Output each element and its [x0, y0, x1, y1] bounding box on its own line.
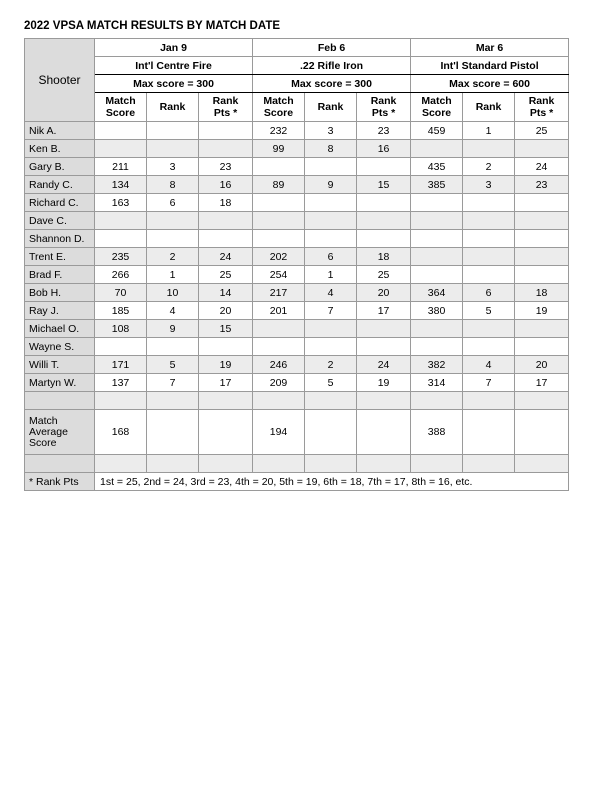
- match-max-score: Max score = 300: [253, 75, 411, 93]
- blank-cell: [357, 392, 411, 410]
- result-cell: [253, 194, 305, 212]
- result-cell: 23: [357, 122, 411, 140]
- shooter-name: Willi T.: [25, 356, 95, 374]
- shooter-name: Randy C.: [25, 176, 95, 194]
- result-cell: 6: [463, 284, 515, 302]
- table-row: [25, 176, 569, 194]
- result-cell: 235: [95, 248, 147, 266]
- result-cell: [463, 320, 515, 338]
- result-cell: 3: [305, 122, 357, 140]
- result-cell: [95, 140, 147, 158]
- result-cell: [463, 230, 515, 248]
- blank-cell: [515, 455, 569, 473]
- result-cell: [357, 230, 411, 248]
- header-row-dates: [25, 39, 569, 57]
- blank-cell: [147, 392, 199, 410]
- table-row: [25, 212, 569, 230]
- result-cell: [253, 230, 305, 248]
- match-average-value: 194: [253, 410, 305, 455]
- shooter-name: Bob H.: [25, 284, 95, 302]
- shooter-name: Brad F.: [25, 266, 95, 284]
- result-cell: 99: [253, 140, 305, 158]
- result-cell: 7: [305, 302, 357, 320]
- match-score-header-line2: Score: [421, 107, 452, 119]
- match-average-label-line1: Match: [29, 414, 58, 427]
- blank-cell: [199, 392, 253, 410]
- blank-cell: [515, 392, 569, 410]
- rank-pts-header: [199, 93, 253, 122]
- result-cell: 3: [463, 176, 515, 194]
- result-cell: [95, 122, 147, 140]
- result-cell: [253, 212, 305, 230]
- result-cell: [305, 194, 357, 212]
- result-cell: [515, 230, 569, 248]
- result-cell: [147, 338, 199, 356]
- result-cell: [411, 266, 463, 284]
- result-cell: 16: [357, 140, 411, 158]
- result-cell: 382: [411, 356, 463, 374]
- result-cell: 18: [199, 194, 253, 212]
- result-cell: 8: [147, 176, 199, 194]
- spacer-row: [25, 392, 569, 410]
- rank-pts-header-line2: Pts *: [213, 107, 238, 119]
- match-score-header-line1: Match: [421, 95, 452, 107]
- result-cell: [199, 338, 253, 356]
- result-cell: [95, 230, 147, 248]
- blank-cell: [305, 392, 357, 410]
- result-cell: [411, 230, 463, 248]
- result-cell: [411, 212, 463, 230]
- result-cell: 459: [411, 122, 463, 140]
- match-average-value: 168: [95, 410, 147, 455]
- match-score-header-line2: Score: [263, 107, 294, 119]
- result-cell: 1: [147, 266, 199, 284]
- result-cell: [463, 212, 515, 230]
- result-cell: 23: [199, 158, 253, 176]
- result-cell: [463, 338, 515, 356]
- rank-header: Rank: [305, 93, 357, 122]
- rank-header: Rank: [463, 93, 515, 122]
- rank-pts-header-line2: Pts *: [371, 107, 396, 119]
- match-score-header: [95, 93, 147, 122]
- result-cell: 1: [305, 266, 357, 284]
- result-cell: [411, 194, 463, 212]
- result-cell: 202: [253, 248, 305, 266]
- result-cell: 4: [463, 356, 515, 374]
- result-cell: 201: [253, 302, 305, 320]
- result-cell: 4: [305, 284, 357, 302]
- result-cell: 5: [305, 374, 357, 392]
- table-row: [25, 338, 569, 356]
- result-cell: [305, 320, 357, 338]
- shooter-name: Martyn W.: [25, 374, 95, 392]
- match-max-score: Max score = 600: [411, 75, 569, 93]
- rank-pts-header-line2: Pts *: [529, 107, 554, 119]
- table-row: [25, 374, 569, 392]
- blank-cell: [95, 392, 147, 410]
- shooter-name: Michael O.: [25, 320, 95, 338]
- table-row: [25, 230, 569, 248]
- result-cell: [147, 122, 199, 140]
- result-cell: 385: [411, 176, 463, 194]
- result-cell: 17: [199, 374, 253, 392]
- rank-pts-header-line1: Rank: [528, 95, 555, 107]
- result-cell: 2: [147, 248, 199, 266]
- rank-header: Rank: [147, 93, 199, 122]
- result-cell: 3: [147, 158, 199, 176]
- blank-cell: [95, 455, 147, 473]
- result-cell: [515, 248, 569, 266]
- result-cell: [305, 212, 357, 230]
- result-cell: [357, 320, 411, 338]
- table-row: [25, 194, 569, 212]
- result-cell: 70: [95, 284, 147, 302]
- result-cell: 211: [95, 158, 147, 176]
- result-cell: 364: [411, 284, 463, 302]
- results-table: [24, 38, 569, 491]
- result-cell: 19: [199, 356, 253, 374]
- result-cell: [411, 338, 463, 356]
- result-cell: [515, 266, 569, 284]
- result-cell: 254: [253, 266, 305, 284]
- result-cell: 9: [147, 320, 199, 338]
- result-cell: [515, 194, 569, 212]
- result-cell: [199, 122, 253, 140]
- result-cell: [305, 230, 357, 248]
- match-average-label-line2: Average: [29, 425, 68, 438]
- blank-cell: [305, 410, 357, 455]
- result-cell: 1: [463, 122, 515, 140]
- result-cell: [147, 212, 199, 230]
- result-cell: 108: [95, 320, 147, 338]
- result-cell: 435: [411, 158, 463, 176]
- blank-cell: [463, 410, 515, 455]
- page-title: 2022 VPSA MATCH RESULTS BY MATCH DATE: [24, 20, 281, 32]
- rank-pts-header: [515, 93, 569, 122]
- table-row: [25, 248, 569, 266]
- footnote-row: [25, 473, 569, 491]
- result-cell: [411, 140, 463, 158]
- result-cell: [199, 140, 253, 158]
- table-row: [25, 284, 569, 302]
- blank-cell: [357, 455, 411, 473]
- result-cell: [515, 320, 569, 338]
- footnote-text: 1st = 25, 2nd = 24, 3rd = 23, 4th = 20, 5th = 19, 6th = 18, 7th = 17, 8th = 16, etc.: [95, 473, 569, 491]
- match-date: Jan 9: [95, 39, 253, 57]
- result-cell: 4: [147, 302, 199, 320]
- result-cell: 24: [357, 356, 411, 374]
- result-cell: 17: [357, 302, 411, 320]
- result-cell: [199, 212, 253, 230]
- shooter-column-header: Shooter: [25, 39, 95, 122]
- table-row: [25, 140, 569, 158]
- header-row-events: [25, 57, 569, 75]
- result-cell: 6: [305, 248, 357, 266]
- shooter-name: Trent E.: [25, 248, 95, 266]
- result-cell: 2: [463, 158, 515, 176]
- rank-pts-header-line1: Rank: [212, 95, 239, 107]
- header-row-max-score: [25, 75, 569, 93]
- shooter-name: Gary B.: [25, 158, 95, 176]
- blank-cell: [411, 392, 463, 410]
- blank-cell: [253, 455, 305, 473]
- blank-cell: [463, 392, 515, 410]
- blank-cell: [305, 455, 357, 473]
- result-cell: [305, 158, 357, 176]
- result-cell: 209: [253, 374, 305, 392]
- result-cell: [253, 338, 305, 356]
- shooter-name: Nik A.: [25, 122, 95, 140]
- result-cell: [357, 338, 411, 356]
- result-cell: 15: [199, 320, 253, 338]
- result-cell: 266: [95, 266, 147, 284]
- blank-cell: [147, 455, 199, 473]
- result-cell: [357, 212, 411, 230]
- result-cell: [463, 140, 515, 158]
- match-score-header-line1: Match: [105, 95, 136, 107]
- match-score-header: [253, 93, 305, 122]
- shooter-name: Dave C.: [25, 212, 95, 230]
- match-average-label-line3: Score: [29, 436, 57, 449]
- result-cell: [147, 140, 199, 158]
- shooter-name: Richard C.: [25, 194, 95, 212]
- result-cell: 24: [515, 158, 569, 176]
- result-cell: 380: [411, 302, 463, 320]
- blank-shooter-cell: [25, 392, 95, 410]
- match-max-score: Max score = 300: [95, 75, 253, 93]
- result-cell: [463, 266, 515, 284]
- result-cell: 18: [357, 248, 411, 266]
- result-cell: 19: [515, 302, 569, 320]
- spacer-row: [25, 455, 569, 473]
- result-cell: [515, 140, 569, 158]
- match-average-value: 388: [411, 410, 463, 455]
- result-cell: [253, 158, 305, 176]
- result-cell: 20: [199, 302, 253, 320]
- shooter-name: Ken B.: [25, 140, 95, 158]
- blank-cell: [147, 410, 199, 455]
- shooter-name: Shannon D.: [25, 230, 95, 248]
- results-table-body: [25, 39, 569, 491]
- match-average-row: [25, 410, 569, 455]
- rank-pts-header: [357, 93, 411, 122]
- result-cell: [515, 338, 569, 356]
- result-cell: 24: [199, 248, 253, 266]
- result-cell: 23: [515, 176, 569, 194]
- result-cell: [95, 338, 147, 356]
- table-row: [25, 302, 569, 320]
- blank-shooter-cell: [25, 455, 95, 473]
- blank-cell: [199, 410, 253, 455]
- result-cell: 7: [147, 374, 199, 392]
- result-cell: 20: [515, 356, 569, 374]
- result-cell: 137: [95, 374, 147, 392]
- result-cell: 9: [305, 176, 357, 194]
- result-cell: [95, 212, 147, 230]
- rank-pts-header-line1: Rank: [370, 95, 397, 107]
- match-date: Feb 6: [253, 39, 411, 57]
- header-row-columns: [25, 93, 569, 122]
- result-cell: 6: [147, 194, 199, 212]
- result-cell: [357, 158, 411, 176]
- result-cell: [411, 320, 463, 338]
- blank-cell: [515, 410, 569, 455]
- result-cell: 185: [95, 302, 147, 320]
- match-score-header-line2: Score: [105, 107, 136, 119]
- result-cell: 14: [199, 284, 253, 302]
- result-cell: 25: [199, 266, 253, 284]
- table-row: [25, 266, 569, 284]
- result-cell: [199, 230, 253, 248]
- match-score-header-line1: Match: [263, 95, 294, 107]
- result-cell: 8: [305, 140, 357, 158]
- table-row: [25, 158, 569, 176]
- result-cell: 5: [147, 356, 199, 374]
- blank-cell: [253, 392, 305, 410]
- result-cell: 17: [515, 374, 569, 392]
- result-cell: 10: [147, 284, 199, 302]
- blank-cell: [357, 410, 411, 455]
- table-row: [25, 320, 569, 338]
- match-event: Int'l Centre Fire: [95, 57, 253, 75]
- result-cell: 18: [515, 284, 569, 302]
- match-date: Mar 6: [411, 39, 569, 57]
- blank-cell: [411, 455, 463, 473]
- result-cell: 19: [357, 374, 411, 392]
- result-cell: 232: [253, 122, 305, 140]
- footnote-label: * Rank Pts: [25, 473, 95, 491]
- result-cell: 89: [253, 176, 305, 194]
- match-average-label: [25, 410, 95, 455]
- match-event: Int'l Standard Pistol: [411, 57, 569, 75]
- result-cell: [253, 320, 305, 338]
- result-cell: 217: [253, 284, 305, 302]
- result-cell: 16: [199, 176, 253, 194]
- result-cell: 314: [411, 374, 463, 392]
- result-cell: [515, 212, 569, 230]
- blank-cell: [199, 455, 253, 473]
- result-cell: 5: [463, 302, 515, 320]
- result-cell: 246: [253, 356, 305, 374]
- result-cell: 2: [305, 356, 357, 374]
- match-event: .22 Rifle Iron: [253, 57, 411, 75]
- result-cell: [463, 248, 515, 266]
- result-cell: 25: [515, 122, 569, 140]
- shooter-name: Wayne S.: [25, 338, 95, 356]
- result-cell: 25: [357, 266, 411, 284]
- result-cell: [305, 338, 357, 356]
- result-cell: [357, 194, 411, 212]
- result-cell: 20: [357, 284, 411, 302]
- table-row: [25, 356, 569, 374]
- result-cell: 163: [95, 194, 147, 212]
- result-cell: [411, 248, 463, 266]
- result-cell: [147, 230, 199, 248]
- result-cell: 15: [357, 176, 411, 194]
- result-cell: [463, 194, 515, 212]
- blank-cell: [463, 455, 515, 473]
- match-score-header: [411, 93, 463, 122]
- result-cell: 134: [95, 176, 147, 194]
- table-row: [25, 122, 569, 140]
- result-cell: 7: [463, 374, 515, 392]
- result-cell: 171: [95, 356, 147, 374]
- shooter-name: Ray J.: [25, 302, 95, 320]
